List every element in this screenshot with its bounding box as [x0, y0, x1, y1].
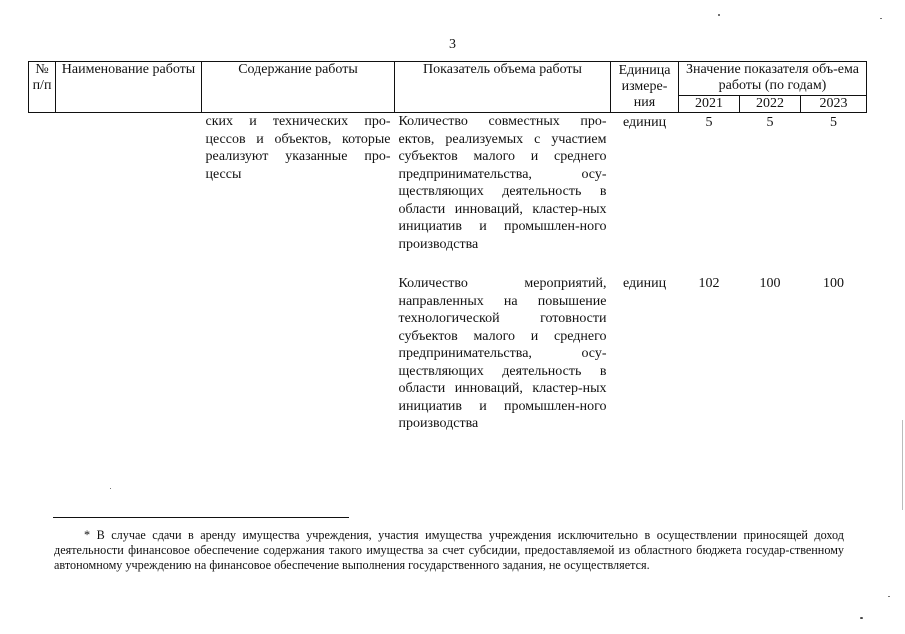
- row-unit: единиц: [622, 276, 667, 291]
- row-indicator: Количество совместных про-ектов, реализуемых с участием субъектов малого и среднего предпринимательства, осу-ществляющих деятельность в области инноваций, кластер-ных инициатив и промышлен-ного производства: [398, 114, 607, 252]
- footnote-text: * В случае сдачи в аренду имущества учреждения, участия имущества учреждения исключительно в осуществлении приносящей доход деятельности финансовое обеспечение содержания такого имущества за счет субсидии, предоставляемой из областного бюджета государ-ственному автономному учреждению на финансовое обеспечение выполнения государственного задания, не осуществляется.: [54, 528, 844, 572]
- row-indicator: Количество мероприятий, направленных на повышение технологической готовности субъектов малого и среднего предпринимательства, осу-ществляющих деятельность в области инноваций, кластер-ных инициатив и промышлен-ного производства: [398, 276, 607, 431]
- header-unit: Единица измере-ния: [611, 62, 679, 113]
- row-num: [29, 113, 56, 254]
- row-value-2021: 5: [705, 115, 713, 130]
- row-content: ских и технических про-цессов и объектов, которые реализуют указанные про-цессы: [205, 114, 391, 182]
- row-unit: единиц: [622, 115, 667, 130]
- footnote-divider: [53, 517, 349, 518]
- header-content: Содержание работы: [202, 62, 395, 113]
- row-spacer: [29, 253, 867, 275]
- row-content: [202, 275, 395, 433]
- row-num: [29, 275, 56, 433]
- scan-speck: [888, 596, 890, 597]
- header-indicator: Показатель объема работы: [395, 62, 611, 113]
- work-volume-table: [28, 61, 867, 433]
- header-num: № п/п: [29, 62, 56, 113]
- row-name: [56, 113, 202, 254]
- row-value-2022: 5: [766, 115, 774, 130]
- row-value-2022: 100: [759, 276, 781, 291]
- header-year-2023: 2023: [801, 96, 867, 113]
- header-value-group: Значение показателя объ-ема работы (по годам): [679, 62, 867, 96]
- row-value-2021: 102: [698, 276, 720, 291]
- scan-speck: [880, 18, 882, 19]
- page-number: 3: [449, 37, 456, 52]
- scan-speck: [110, 488, 111, 489]
- header-name: Наименование работы: [56, 62, 202, 113]
- row-name: [56, 275, 202, 433]
- row-value-2023: 100: [823, 276, 844, 291]
- header-year-2022: 2022: [740, 96, 801, 113]
- scan-edge: [902, 420, 903, 510]
- scan-speck: [718, 14, 720, 16]
- table-row: [29, 113, 867, 254]
- scan-speck: [860, 617, 863, 619]
- header-year-2021: 2021: [679, 96, 740, 113]
- row-value-2023: 5: [830, 115, 837, 130]
- table-row: [29, 275, 867, 433]
